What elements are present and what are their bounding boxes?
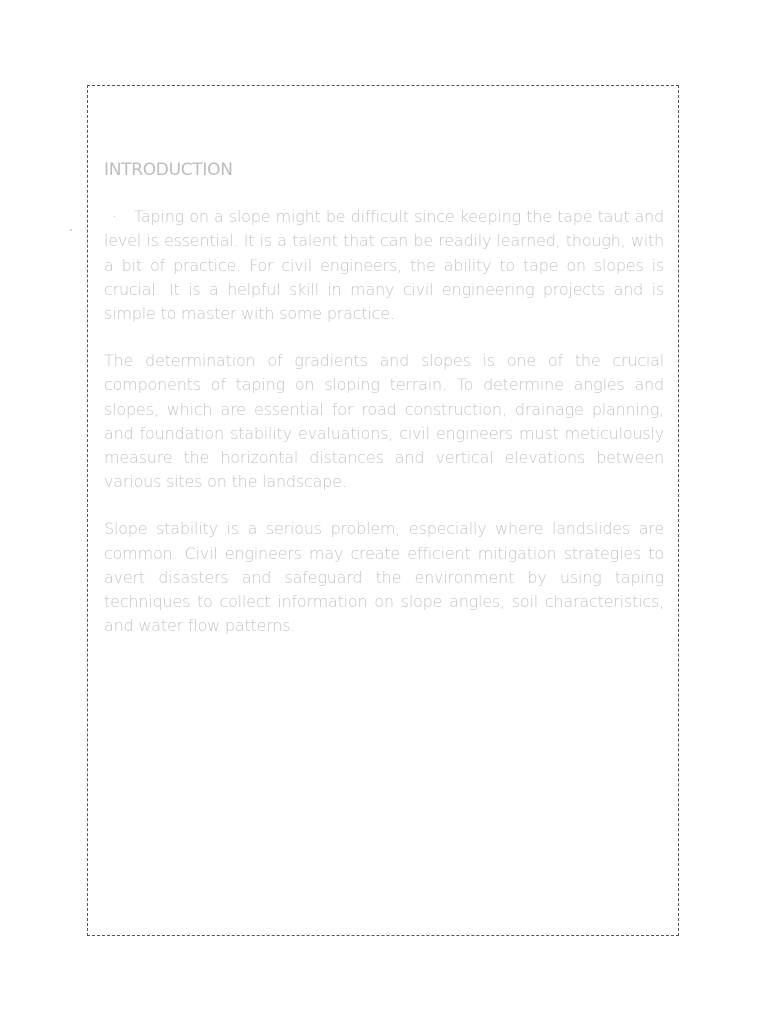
paragraph-1-text: Taping on a slope might be difficult since keeping the tape taut and level is essential. It is a talent that can be readily learned, though, with a bit of practice. For civil engineers, the ability to tape on slopes is crucial. It is a helpful skill in many civil engineering projects and is simple to master with some practice. (104, 207, 664, 324)
stray-dot-mark (70, 229, 72, 231)
section-heading: INTRODUCTION (104, 160, 233, 180)
paragraph-3: Slope stability is a serious problem, especially where landslides are common. Civil engineers may create efficient mitigation strategies to avert disasters and safeguard the environment by using taping techniques to collect information on slope angles, soil characteristics, and water flow patterns. (104, 519, 664, 636)
bullet-icon: · (112, 207, 117, 227)
page-frame (87, 85, 679, 936)
paragraph-2: The determination of gradients and slopes is one of the crucial components of taping on sloping terrain. To determine angles and slopes, which are essential for road construction, drainage planning, and foundation stability evaluations, civil engineers must meticulously measure the horizontal distances and vertical elevations between various sites on the landscape. (104, 351, 664, 492)
document-body (104, 158, 664, 661)
paragraph-1 (104, 205, 664, 326)
